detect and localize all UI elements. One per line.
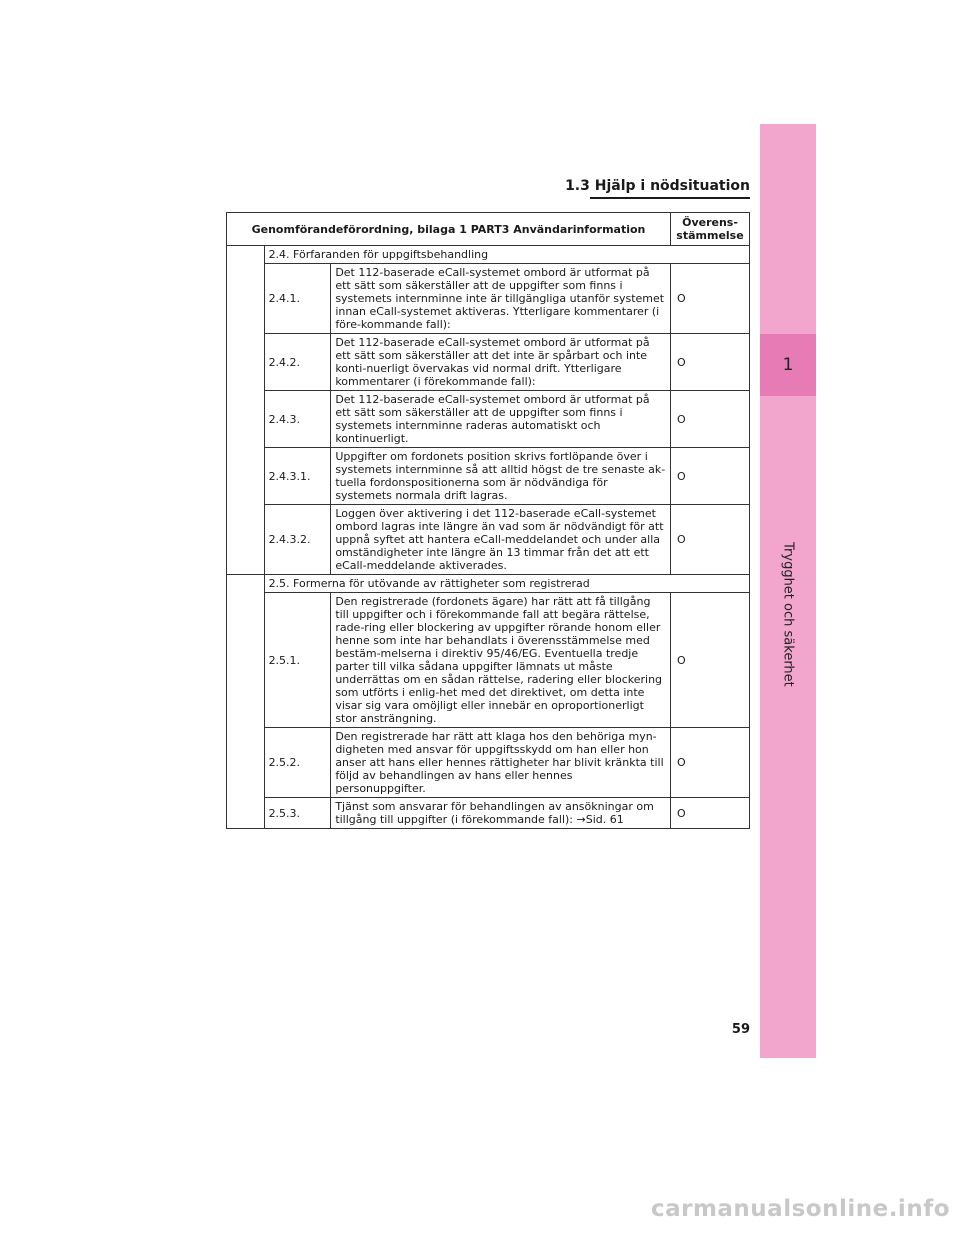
chapter-number: 1 (760, 334, 816, 396)
indent-cell (227, 391, 265, 448)
table-row (227, 593, 750, 728)
chapter-title: Trygghet och säkerhet (780, 541, 796, 687)
row-number: 2.4.3. (264, 391, 331, 448)
row-description: Det 112-baserade eCall-systemet ombord är utformat på ett sätt som säkerställer att de uppgifter som finns i systemets internminne inte är tillgängliga utanför systemet innan eCall-systemet aktiveras. Ytterligare kommentarer (i före-kommande fall): (331, 264, 671, 334)
section-row (227, 246, 750, 264)
header-rule (590, 197, 750, 199)
row-description: Den registrerade har rätt att klaga hos den behöriga myn-digheten med ansvar för uppgiftsskydd om han eller hon anser att hans eller hennes rättigheter har blivit kränkta till följd av behandlingen av hans eller hennes personuppgifter. (331, 728, 671, 798)
watermark: carmanualsonline.info (650, 1196, 950, 1222)
row-compliance: O (671, 334, 750, 391)
row-compliance: O (671, 798, 750, 829)
row-compliance: O (671, 448, 750, 505)
indent-cell (227, 575, 265, 593)
section-row (227, 575, 750, 593)
indent-cell (227, 593, 265, 728)
chapter-side-tab (760, 124, 816, 1058)
indent-cell (227, 246, 265, 264)
row-compliance: O (671, 728, 750, 798)
row-number: 2.4.3.1. (264, 448, 331, 505)
table-row (227, 448, 750, 505)
row-description: Det 112-baserade eCall-systemet ombord är utformat på ett sätt som säkerställer att de uppgifter som finns i systemets internminne raderas automatiskt och kontinuerligt. (331, 391, 671, 448)
table-row (227, 728, 750, 798)
row-description: Uppgifter om fordonets position skrivs fortlöpande över i systemets internminne så att alltid högst de tre senaste ak-tuella fordonspositionerna som är nödvändiga för systemets normala drift lagras. (331, 448, 671, 505)
table-row (227, 334, 750, 391)
chapter-title-container (760, 534, 816, 694)
row-number: 2.4.3.2. (264, 505, 331, 575)
column-header-compliance: Överens-stämmelse (671, 213, 750, 246)
row-compliance: O (671, 505, 750, 575)
indent-cell (227, 798, 265, 829)
indent-cell (227, 334, 265, 391)
indent-cell (227, 264, 265, 334)
row-description: Det 112-baserade eCall-systemet ombord är utformat på ett sätt som säkerställer att det inte är spårbart och inte konti-nuerligt övervakas vid normal drift. Ytterligare kommentarer (i förekommande fall): (331, 334, 671, 391)
table-row (227, 798, 750, 829)
section-title-cell: 2.4. Förfaranden för uppgiftsbehandling (264, 246, 749, 264)
indent-cell (227, 728, 265, 798)
row-compliance: O (671, 264, 750, 334)
row-number: 2.5.2. (264, 728, 331, 798)
row-description: Loggen över aktivering i det 112-baserade eCall-systemet ombord lagras inte längre än vad som är nödvändigt för att uppnå syftet att hantera eCall-meddelandet och under alla omständigheter inte längre än 13 timmar från det att ett eCall-meddelande aktiverades. (331, 505, 671, 575)
table-row (227, 505, 750, 575)
row-compliance: O (671, 391, 750, 448)
row-description: Den registrerade (fordonets ägare) har rätt att få tillgång till uppgifter och i förekommande fall att begära rättelse, rade-ring eller blockering av uppgifter rörande honom eller henne som inte har behandlats i överensstämmelse med bestäm-melserna i direktiv 95/46/EG. Eventuella tredje parter till vilka sådana uppgifter lämnats ut måste underrättas om en sådan rättelse, radering eller blockering som utförts i enlig-het med det direktivet, om detta inte visar sig vara omöjligt eller innebär en oproportionerligt stor ansträngning. (331, 593, 671, 728)
row-number: 2.4.2. (264, 334, 331, 391)
table-row (227, 391, 750, 448)
compliance-table (226, 212, 750, 829)
row-number: 2.5.3. (264, 798, 331, 829)
table-header-row (227, 213, 750, 246)
row-number: 2.4.1. (264, 264, 331, 334)
row-description: Tjänst som ansvarar för behandlingen av ansökningar om tillgång till uppgifter (i förekommande fall): →Sid. 61 (331, 798, 671, 829)
row-compliance: O (671, 593, 750, 728)
indent-cell (227, 448, 265, 505)
column-header-description: Genomförandeförordning, bilaga 1 PART3 Användarinformation (227, 213, 671, 246)
page-number: 59 (731, 1022, 750, 1037)
indent-cell (227, 505, 265, 575)
row-number: 2.5.1. (264, 593, 331, 728)
section-title-cell: 2.5. Formerna för utövande av rättigheter som registrerad (264, 575, 749, 593)
table-row (227, 264, 750, 334)
section-title: 1.3 Hjälp i nödsituation (565, 178, 750, 194)
